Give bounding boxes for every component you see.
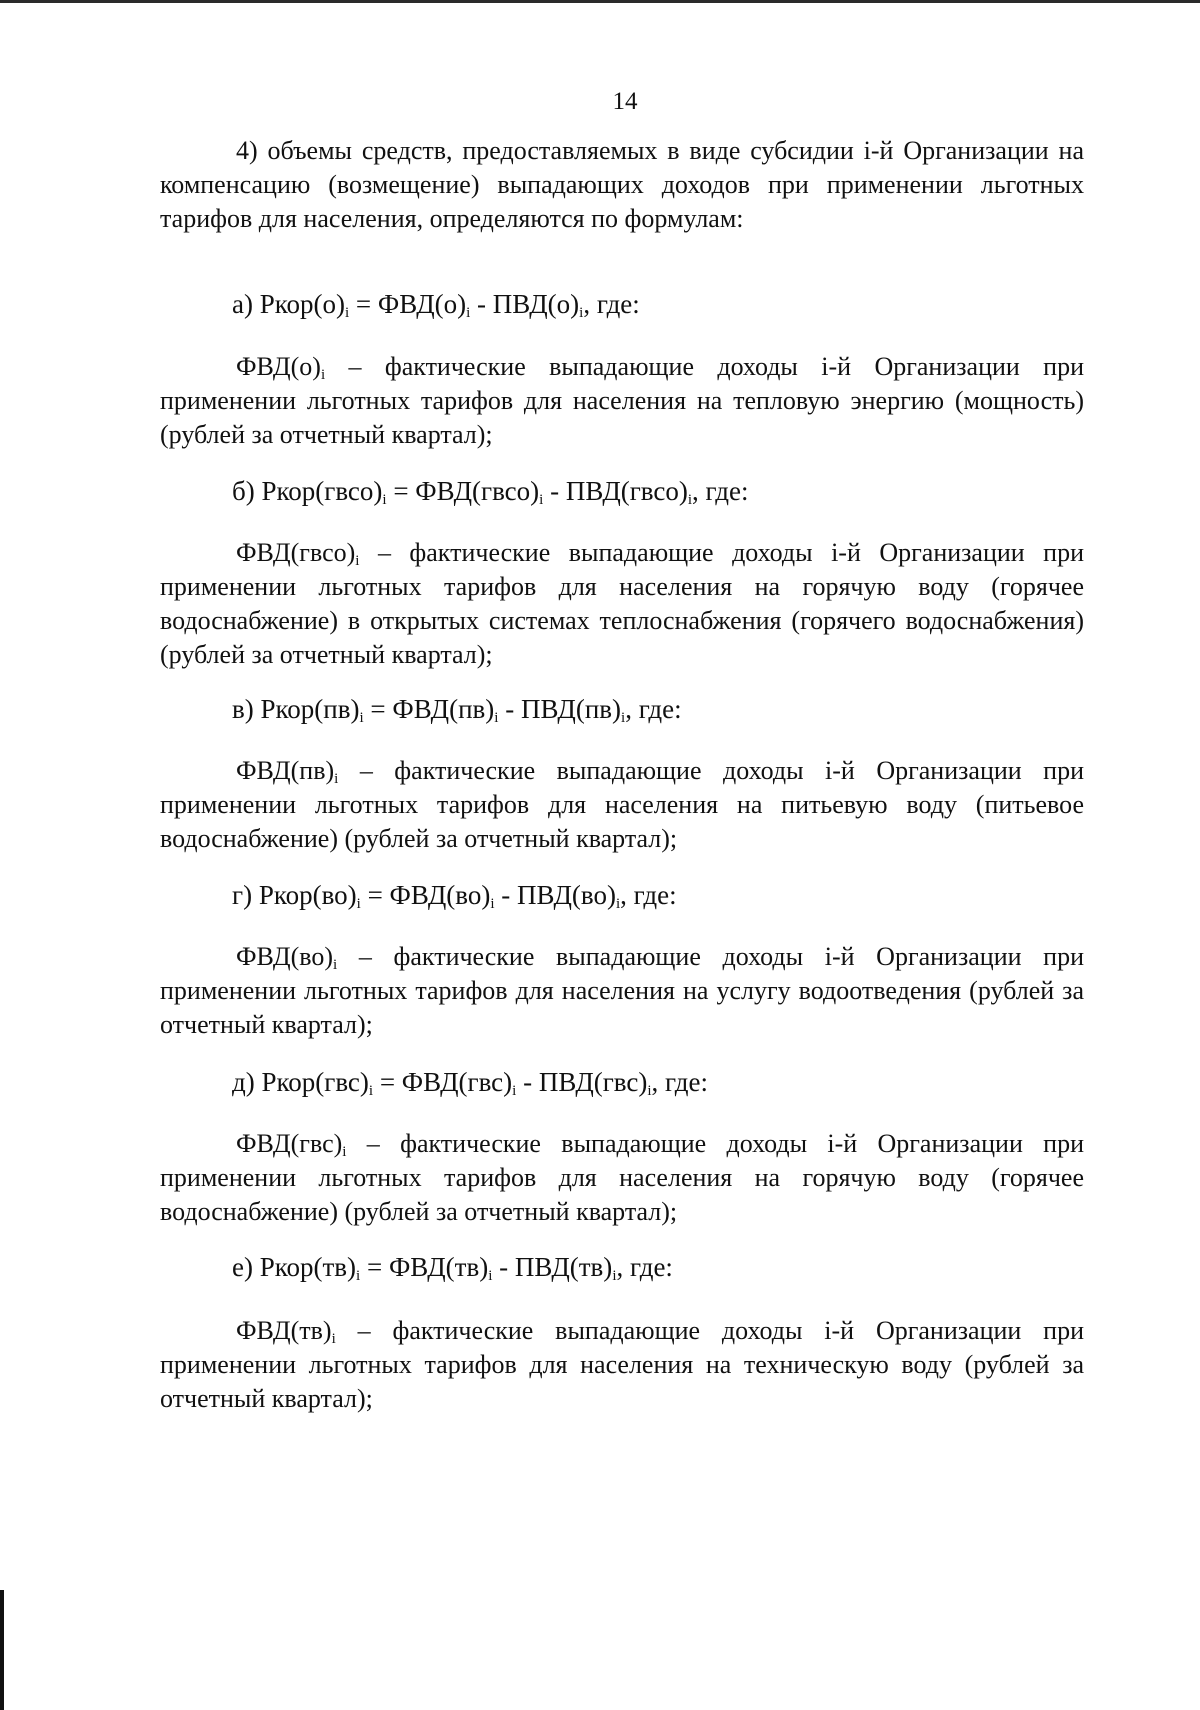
definition-d: $ФВД(гвс)_i$ – фактические выпадающие доходы i-й Организации при применении льготных тарифов для населения на горячую воду (горячее водоснабжение) (рублей за отчетный квартал); xyxy=(160,1129,1085,1226)
intro-paragraph: 4) объемы средств, предоставляемых в виде субсидии i-й Организации на компенсацию (возмещение) выпадающих доходов при применении льготных тарифов для населения, определяются по формулам: xyxy=(160,136,1084,233)
formula-term-fvd: ФВД(гвс) xyxy=(401,1067,513,1097)
formula-result: Ркор(о) xyxy=(259,289,345,319)
formula-b: б) $Ркор(гвсо)_i$ = $ФВД(гвсо)_i$ - $ПВД(гвсо)_i$, где: xyxy=(232,476,749,508)
formula-a: а) $Ркор(о)_i = ФВД(о)_i - ПВД(о)_i$, где: xyxy=(232,289,640,321)
definition-text: – фактические выпадающие доходы i-й Организации при применении льготных тарифов для населения на горячую воду (горячее водоснабжение) (рублей за отчетный квартал); xyxy=(160,1129,1085,1226)
page-number: 14 xyxy=(612,88,638,115)
formula-letter: д) xyxy=(232,1067,255,1097)
definition-text: – фактические выпадающие доходы i-й Организации при применении льготных тарифов для населения на техническую воду (рублей за отчетный квартал); xyxy=(160,1316,1085,1413)
definition-term: ФВД(гвсо) xyxy=(236,538,356,567)
formula-d: д) $Ркор(гвс)_i = ФВД(гвс)_i - ПВД(гвс)_i$, где: xyxy=(232,1067,708,1099)
formula-result: Ркор(гвсо) xyxy=(261,476,383,506)
formula-result: Ркор(пв) xyxy=(260,694,360,724)
definition-term: ФВД(пв) xyxy=(236,756,335,785)
formula-v: в) $Ркор(пв)_i = ФВД(пв)_i - ПВД(пв)_i$, где: xyxy=(232,694,682,726)
definition-a: $ФВД(о)_i$ – фактические выпадающие доходы i-й Организации при применении льготных тарифов для населения на тепловую энергию (мощность) (рублей за отчетный квартал); xyxy=(160,352,1085,449)
formula-term-pvd: ПВД(во) xyxy=(517,880,616,910)
formula-letter: а) xyxy=(232,289,253,319)
formula-letter: г) xyxy=(232,880,253,910)
definition-term: ФВД(о) xyxy=(236,352,321,381)
formula-result: Ркор(во) xyxy=(258,880,357,910)
formula-term-pvd: ПВД(тв) xyxy=(514,1252,613,1282)
definition-b: $ФВД(гвсо)_i$ – фактические выпадающие доходы i-й Организации при применении льготных тарифов для населения на горячую воду (горячее водоснабжение) в открытых системах теплоснабжения (горячего водоснабжения) (рублей за отчетный квартал); xyxy=(160,538,1085,669)
scan-edge-top xyxy=(0,0,1200,3)
definition-text: – фактические выпадающие доходы i-й Организации при применении льготных тарифов для населения на питьевую воду (питьевое водоснабжение) (рублей за отчетный квартал); xyxy=(160,756,1085,853)
definition-e: $ФВД(тв)_i$ – фактические выпадающие доходы i-й Организации при применении льготных тарифов для населения на техническую воду (рублей за отчетный квартал); xyxy=(160,1316,1085,1413)
scan-edge-left xyxy=(0,1590,4,1710)
definition-text: – фактические выпадающие доходы i-й Организации при применении льготных тарифов для населения на услугу водоотведения (рублей за отчетный квартал); xyxy=(160,942,1085,1039)
formula-term-pvd: ПВД(о) xyxy=(492,289,580,319)
formula-term-fvd: ФВД(тв) xyxy=(388,1252,489,1282)
formula-term-fvd: ФВД(о) xyxy=(377,289,467,319)
formula-result: Ркор(гвс) xyxy=(261,1067,369,1097)
formula-g: г) $Ркор(во)_i = ФВД(во)_i - ПВД(во)_i$, где: xyxy=(232,880,677,912)
formula-result: Ркор(тв) xyxy=(259,1252,357,1282)
formula-term-fvd: ФВД(гвсо) xyxy=(415,476,540,506)
formula-term-fvd: ФВД(пв) xyxy=(392,694,495,724)
definition-text: – фактические выпадающие доходы i-й Организации при применении льготных тарифов для населения на горячую воду (горячее водоснабжение) в открытых системах теплоснабжения (горячего водоснабжения) (рублей за отчетный квартал); xyxy=(160,538,1085,669)
formula-term-pvd: ПВД(гвс) xyxy=(538,1067,648,1097)
definition-term: ФВД(во) xyxy=(236,942,334,971)
formula-term-pvd: ПВД(гвсо) xyxy=(565,476,688,506)
formula-letter: б) xyxy=(232,476,255,506)
definition-g: $ФВД(во)_i$ – фактические выпадающие доходы i-й Организации при применении льготных тарифов для населения на услугу водоотведения (рублей за отчетный квартал); xyxy=(160,942,1085,1039)
formula-letter: в) xyxy=(232,694,254,724)
definition-text: – фактические выпадающие доходы i-й Организации при применении льготных тарифов для населения на тепловую энергию (мощность) (рублей за отчетный квартал); xyxy=(160,352,1085,449)
definition-v: $ФВД(пв)_i$ – фактические выпадающие доходы i-й Организации при применении льготных тарифов для населения на питьевую воду (питьевое водоснабжение) (рублей за отчетный квартал); xyxy=(160,756,1085,853)
formula-e: е) $Ркор(тв)_i = ФВД(тв)_i - ПВД(тв)_i$, где: xyxy=(232,1252,673,1284)
formula-term-fvd: ФВД(во) xyxy=(389,880,491,910)
formula-term-pvd: ПВД(пв) xyxy=(520,694,622,724)
definition-term: ФВД(тв) xyxy=(236,1316,332,1345)
formula-letter: е) xyxy=(232,1252,253,1282)
definition-term: ФВД(гвс) xyxy=(236,1129,343,1158)
